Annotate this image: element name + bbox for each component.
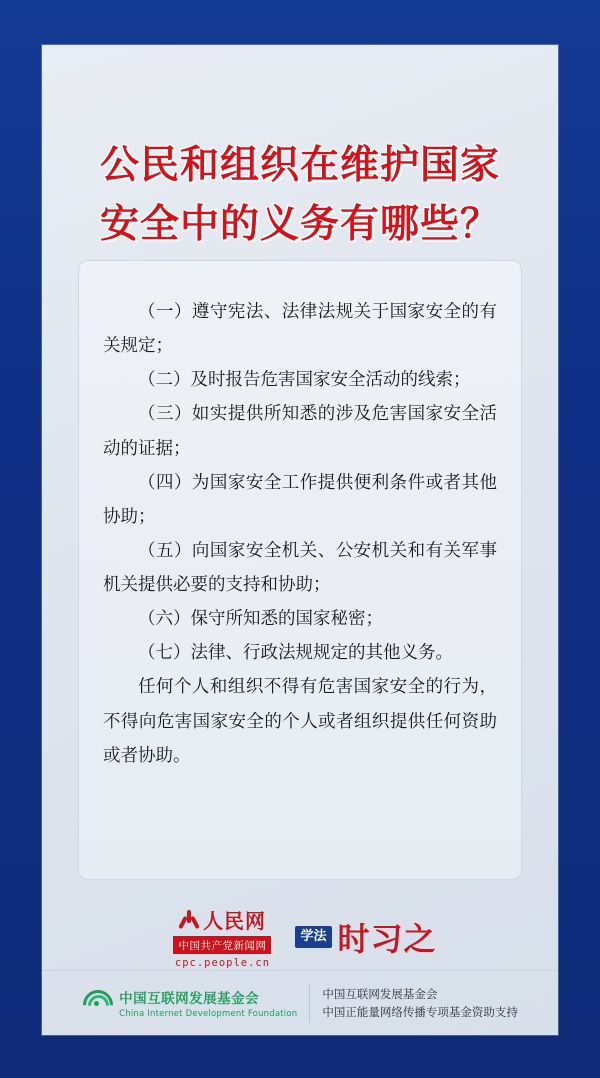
clause-item: （五）向国家安全机关、公安机关和有关军事机关提供必要的支持和协助； xyxy=(103,540,497,595)
support-line-1: 中国互联网发展基金会 xyxy=(322,987,438,1001)
people-mark-icon xyxy=(179,910,199,930)
xuefa-badge: 学法 xyxy=(295,926,331,948)
cidf-name-cn: 中国互联网发展基金会 xyxy=(119,991,260,1008)
people-logo-subtitle: 中国共产党新闻网 xyxy=(173,936,271,954)
title-line-2: 安全中的义务有哪些？ xyxy=(99,201,500,247)
people-logo-url: cpc.people.cn xyxy=(174,957,271,969)
poster-card xyxy=(42,45,558,1035)
footer-sponsor xyxy=(42,970,558,1022)
clause-item: （二）及时报告危害国家安全活动的线索； xyxy=(138,370,471,391)
cidf-name-en: China Internet Development Foundation xyxy=(119,1009,298,1020)
people-logo-name: 人民网 xyxy=(202,909,266,933)
title-line-1: 公民和组织在维护国家 xyxy=(99,143,500,188)
wifi-arc-icon xyxy=(82,988,112,1018)
people-daily-logo xyxy=(163,905,281,969)
people-logo-top xyxy=(179,905,266,934)
support-line-2: 中国正能量网络传播专项基金资助支持 xyxy=(322,1005,518,1020)
cidf-text-block xyxy=(119,987,297,1019)
closing-paragraph: 任何个人和组织不得有危害国家安全的行为，不得向危害国家安全的个人或者组织提供任何资助或者协助。 xyxy=(103,677,497,766)
clause-item: （四）为国家安全工作提供便利条件或者其他协助； xyxy=(103,472,497,527)
xuefa-title: 时习之 xyxy=(337,920,437,958)
clause-item: （三）如实提供所知悉的涉及危害国家安全活动的证据； xyxy=(103,404,497,459)
clause-item: （六）保守所知悉的国家秘密； xyxy=(138,609,383,630)
support-text-block xyxy=(309,985,518,1022)
content-panel xyxy=(78,260,522,880)
clause-item: （七）法律、行政法规规定的其他义务。 xyxy=(138,643,453,664)
clause-item: （一）遵守宪法、法律法规关于国家安全的有关规定； xyxy=(103,302,497,357)
cidf-logo xyxy=(82,987,297,1019)
xuefa-shixizhi-logo xyxy=(295,914,436,960)
page-title xyxy=(42,137,558,254)
logo-row xyxy=(42,905,558,969)
